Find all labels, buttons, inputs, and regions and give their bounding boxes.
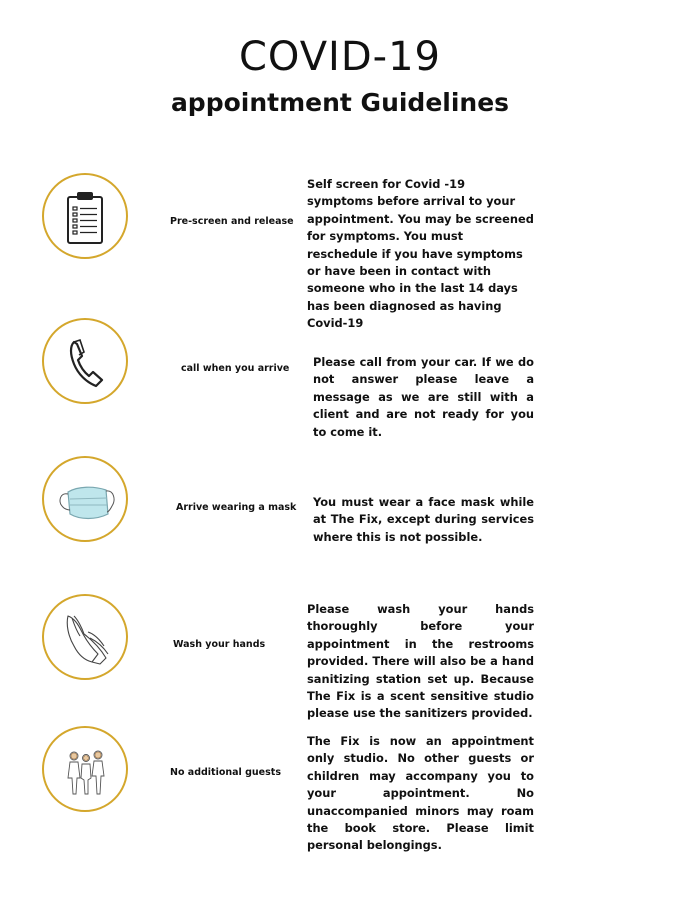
people-icon — [44, 728, 126, 810]
guideline-icon-circle — [42, 726, 128, 812]
page-subtitle: appointment Guidelines — [170, 88, 510, 117]
guideline-icon-circle — [42, 456, 128, 542]
guideline-description: Self screen for Covid -19 symptoms before arrival to your appointment. You may be screened for symptoms. You must reschedule if you have symptoms or have been in contact with someone who in the last 14 days has been diagnosed as having Covid-19 — [307, 177, 534, 331]
guideline-label: call when you arrive — [181, 363, 290, 374]
guideline-icon-circle — [42, 173, 128, 259]
guideline-description: You must wear a face mask while at The Fix, except during services where this is not possible. — [313, 495, 534, 544]
guideline-label: Wash your hands — [173, 639, 266, 650]
washing-hands-icon — [44, 596, 126, 678]
guideline-description: Please wash your hands thoroughly before your appointment in the restrooms provided. There will also be a hand sanitizing station set up. Because The Fix is a scent sensitive studio please use the sanitizers provided. — [307, 602, 534, 721]
phone-icon — [44, 320, 126, 402]
face-mask-icon — [44, 458, 126, 540]
guideline-label: Arrive wearing a mask — [176, 502, 297, 513]
guideline-icon-circle — [42, 594, 128, 680]
guideline-description: The Fix is now an appointment only studio. No other guests or children may accompany you to your appointment. No unaccompanied minors may roam the book store. Please limit personal belongings. — [307, 734, 534, 853]
guideline-label: No additional guests — [170, 767, 281, 778]
guideline-icon-circle — [42, 318, 128, 404]
clipboard-icon — [44, 175, 126, 257]
guideline-label: Pre-screen and release — [170, 216, 294, 227]
guideline-description: Please call from your car. If we do not answer please leave a message as we are still with a client and are not ready for you to come it. — [313, 355, 534, 439]
page-title: COVID-19 — [238, 34, 441, 80]
